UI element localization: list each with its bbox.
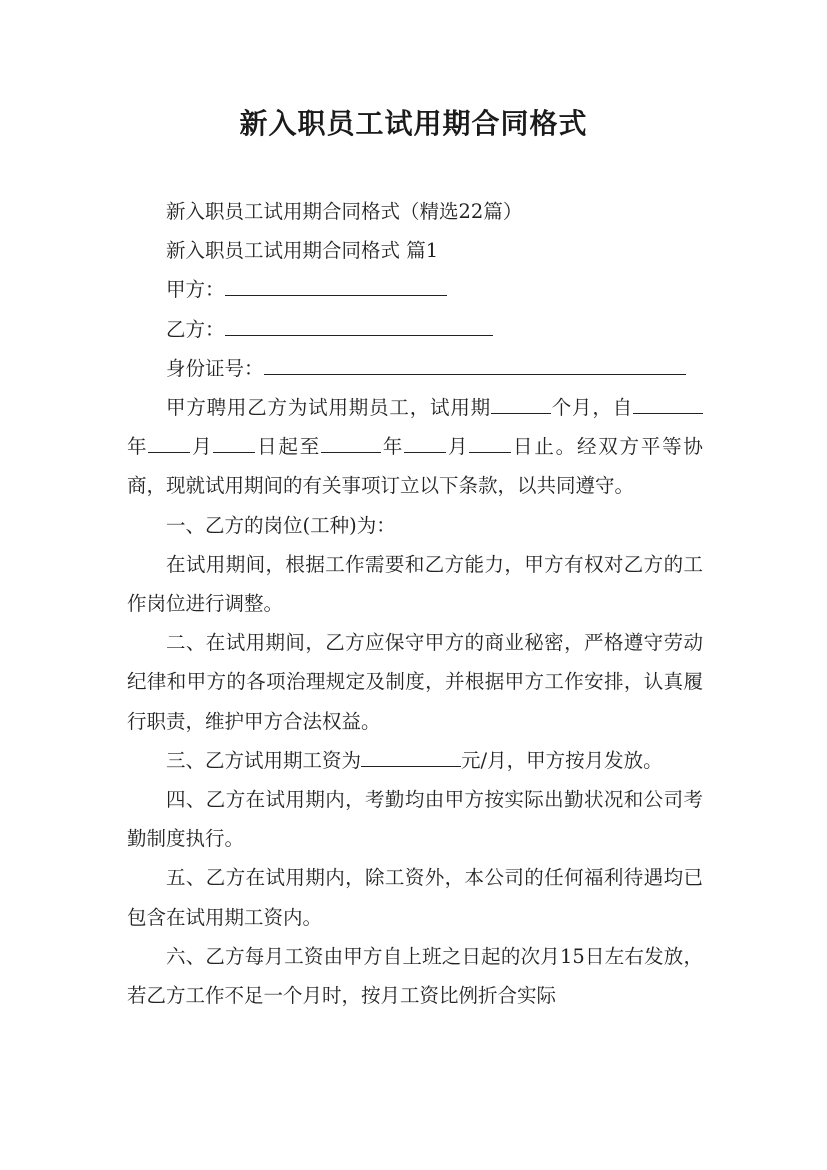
clause-1: 一、乙方的岗位(工种)为：	[166, 513, 396, 537]
document-body	[127, 192, 703, 1015]
intro-paragraph	[127, 388, 703, 506]
subtitle: 新入职员工试用期合同格式（精选22篇）	[166, 200, 523, 223]
party-a-label: 甲方：	[166, 278, 225, 302]
year-label-1: 年	[127, 435, 149, 459]
intro-text-2: 个月，自	[550, 396, 633, 420]
clause-5: 五、乙方在试用期内，除工资外，本公司的任何福利待遇均已包含在试用期工资内。	[127, 866, 703, 929]
months-blank	[491, 391, 551, 414]
party-b-blank	[225, 313, 493, 336]
start-month-blank	[148, 430, 190, 453]
wage-blank	[361, 744, 461, 767]
start-day-blank	[213, 430, 255, 453]
clause-2: 二、在试用期间，乙方应保守甲方的商业秘密，严格遵守劳动纪律和甲方的各项治理规定及制度，并根据甲方工作安排，认真履行职责，维护甲方合法权益。	[127, 631, 703, 733]
clause-3	[127, 741, 703, 780]
intro-text-1: 甲方聘用乙方为试用期员工，试用期	[166, 396, 491, 420]
section-heading: 新入职员工试用期合同格式 篇1	[166, 239, 439, 263]
document-title: 新入职员工试用期合同格式	[239, 107, 588, 140]
intro-text-3: 日止。经双方平等协商，现就试用期间的有关事项订立以下条款，以共同遵守。	[127, 435, 703, 498]
end-year-blank	[321, 430, 381, 453]
id-line	[127, 349, 703, 388]
party-b-label: 乙方：	[166, 317, 225, 341]
party-a-line	[127, 270, 703, 309]
id-label: 身份证号：	[166, 356, 264, 380]
clause-6: 六、乙方每月工资由甲方自上班之日起的次月15日左右发放，若乙方工作不足一个月时，按月工资比例折合实际	[127, 944, 703, 1008]
id-blank	[264, 352, 686, 375]
month-label-2: 月	[446, 435, 470, 459]
clause-4: 四、乙方在试用期内，考勤均由甲方按实际出勤状况和公司考勤制度执行。	[127, 788, 703, 851]
party-b-line	[127, 310, 703, 349]
month-label-1: 月	[190, 435, 214, 459]
end-month-blank	[404, 430, 446, 453]
clause-3-prefix: 三、乙方试用期工资为	[166, 748, 362, 772]
start-year-blank	[633, 391, 703, 414]
day-from-label: 日起至	[255, 435, 322, 459]
clause-1-detail: 在试用期间，根据工作需要和乙方能力，甲方有权对乙方的工作岗位进行调整。	[127, 552, 703, 616]
clause-3-suffix: 元/月，甲方按月发放。	[461, 748, 663, 772]
end-day-blank	[469, 430, 511, 453]
party-a-blank	[225, 273, 447, 296]
year-label-2: 年	[381, 435, 405, 459]
